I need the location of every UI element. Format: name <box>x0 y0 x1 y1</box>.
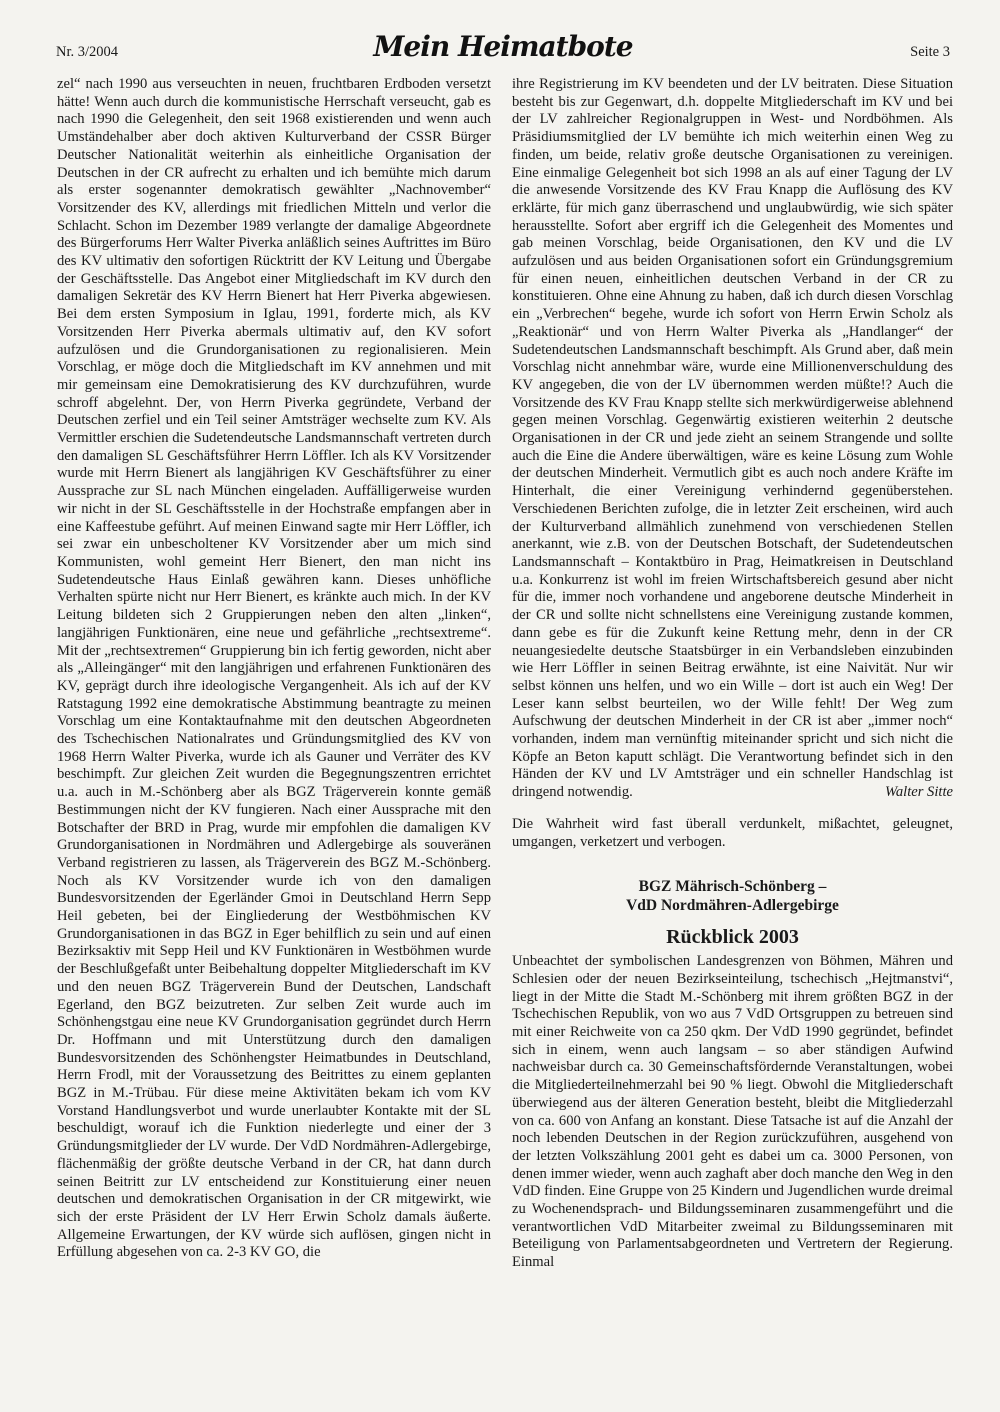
closing-quote: Die Wahrheit wird fast überall verdunkelt, mißachtet, geleugnet, umgangen, verketzert und verbogen. <box>512 815 953 850</box>
left-column <box>57 76 491 1262</box>
right-column <box>512 76 953 1272</box>
section-heading-line2: VdD Nordmähren-Adlergebirge <box>626 897 839 915</box>
article-body-right-text: ihre Registrierung im KV beendeten und der LV beitraten. Diese Situation besteht bis zur Gegenwart, d.h. doppelte Mitgliederschaft im KV und bei der LV zahlreicher Regionalgruppen in West- und Nordböhmen. Als Präsidiumsmitglied der LV bemühte ich mich weiterhin einen Weg zu finden, um beide, relativ große deutsche Organisationen zu vereinigen. Eine einmalige Gelegenheit bot sich 1998 an als auf einer Tagung der LV die anwesende Vorsitzende des KV Frau Knapp die Auflösung des KV erklärte, für mich ganz überraschend und unglaubwürdig, wie sich später herausstellte. Sofort aber ergriff ich die Gelegenheit des Momentes und gab meinen Vorschlag, beide Organisationen, den KV und die LV aufzulösen und aus beiden Organisationen sofort ein Gründungsgremium für einen neuen, einheitlichen deutschen Verband in der CR zu konstituieren. Ohne eine Ahnung zu haben, daß ich durch diesen Vorschlag ein „Verbrechen“ begehe, wurde ich sofort von Herrn Erwin Scholz als „Reaktionär“ und von Herrn Walter Piverka als „Handlanger“ der Sudetendeutschen Landsmannschaft beschimpft. Als Grund aber, daß mein Vorschlag nicht annehmbar wäre, wurde eine Millionenverschuldung des KV angegeben, die von der LV übernommen werden müßte!? Auch die Vorsitzende des KV Frau Knapp stellte sich merkwürdigerweise ablehnend gegen meinen Vorschlag. Gegenwärtig existieren weiterhin 2 deutsche Organisationen in der CR und jede zieht an seinem Strangende und sollte auch die Eine die Andere überwältigen, wäre es keine Lösung zum Wohle der deutschen Minderheit. Vermutlich gibt es auch noch andere Kräfte im Hinterhalt, die einer Vereinigung verhindernd gegenüberstehen. Verschiedenen Berichten zufolge, die in letzter Zeit erscheinen, wird auch der Kulturverband allmählich zunehmend von verschiedenen Stellen anerkannt, wie z.B. von der Deutschen Botschaft, der Sudetendeutschen Landsmannschaft – Kontaktbüro in Prag, Heimatkreisen in Deutschland u.a. Konkurrenz ist wohl im freien Wirtschaftsbereich gesund aber nicht für die, immer noch vorhandene und angeborene deutsche Minderheit in der CR und sollte nicht schnellstens eine Vereinigung zustande kommen, dann gebe es für die Zukunft keine Rettung mehr, denn in der CR neuangesiedelte deutsche Staatsbürger in ein Verbandsleben einzubinden wie Herr Löffler in seinen Beitrag erwähnte, ist eine Naivität. Nur wir selbst können uns helfen, und wo ein Wille – dort ist auch ein Weg! Der Leser kann selbst beurteilen, wo der Wille fehlt! Der Weg zum Aufschwung der deutschen Minderheit in der CR ist aber „immer noch“ vorhanden, indem man vernünftig miteinander spricht und sich nicht die Köpfe an Beton kaputt schlägt. Die Verantwortung befindet sich in den Händen der KV und LV Amtsträger und ein schneller Handschlag ist dringend notwendig. <box>512 76 953 801</box>
author-signature: Walter Sitte <box>885 784 953 801</box>
section-heading-line1: BGZ Mährisch-Schönberg – <box>638 878 827 896</box>
section-title: Rückblick 2003 <box>666 926 799 949</box>
page-number: Seite 3 <box>910 44 950 60</box>
newspaper-masthead: Mein Heimatbote <box>373 30 633 63</box>
issue-number: Nr. 3/2004 <box>56 44 119 60</box>
article-body-right <box>512 76 953 802</box>
article-body-left: zel“ nach 1990 aus verseuchten in neuen, fruchtbaren Erdboden versetzt hätte! Wenn auch durch die kommunistische Herrschaft verseucht, gab es nach 1990 die Gelegenheit, den seit 1968 existierenden und wenn auch Umständehalber aber doch aktiven Kulturverband der CSSR Bürger Deutscher Nationalität weiterhin als einheitliche Organisation der Deutschen in der CR aufrecht zu erhalten und ich bemühte mich darum als erster sogenannter demokratisch gewählter „Nachnovember“ Vorsitzender des KV, allerdings mit friedlichen Mitteln und verlor die Schlacht. Schon im Dezember 1989 verlangte der damalige Abgeordnete des Bürgerforums Herr Walter Piverka anläßlich seines Auftrittes im Büro des KV ultimativ den sofortigen Rücktritt der KV Leitung und Übergabe der Geschäftsstelle. Das Angebot einer Mitgliedschaft im KV durch den damaligen Sekretär des KV Herrn Bienert hat Herr Piverka abgewiesen. Bei dem ersten Symposium in Iglau, 1991, forderte mich, als KV Vorsitzenden Herr Piverka abermals ultimativ auf, den KV sofort aufzulösen und die Grundorganisationen zu regionalisieren. Mein Vorschlag, er möge doch die Mitgliedschaft im KV annehmen und mit mir gemeinsam eine Demokratisierung des KV durchzuführen, wurde schroff abgelehnt. Der, von Herrn Piverka gegründete, Verband der Deutschen zerfiel und ein Teil seiner Amtsträger wechselte zum KV. Als Vermittler erschien die Sudetendeutsche Landsmannschaft vertreten durch den damaligen SL Geschäftsführer Herrn Löffler. Ich als KV Vorsitzender wurde mit Herrn Bienert als langjährigen KV Geschäftsführer zu einer Aussprache zur SL nach München eingeladen. Auffälligerweise wurden wir nicht in der SL Geschäftsstelle in der Hochstraße empfangen aber in eine Kaffeestube geführt. Auf meinen Einwand sagte mir Herr Löffler, ich sei zwar ein unbescholtener KV Vorsitzender aber um mich sind Kommunisten, wohl gemeint Herr Bienert, den man nicht ins Sudetendeutsche Haus Einlaß gewähren kann. Dieses unhöfliche Verhalten spürte nicht nur Herr Bienert, es kränkte auch mich. In der KV Leitung bildeten sich 2 Gruppierungen neben den alten „linken“, langjährigen Funktionären, eine neue und gefährliche „rechtsextreme“. Mit der „rechtsextremen“ Gruppierung bin ich fertig geworden, nicht aber als „Alleingänger“ mit den langjährigen und erfahrenen Funktionären des KV, geprägt durch ihre ideologische Vergangenheit. Als ich auf der KV Ratstagung 1992 eine demokratische Abstimmung beantragte zu meinen Vorschlag um eine Kontaktaufnahme mit den deutschen Abgeordneten des Tschechischen Nationalrates und Gründungsmitglied des KV von 1968 Herrn Walter Piverka, wurde ich als Gauner und Verräter des KV beschimpft. Zur gleichen Zeit wurden die Begegnungszentren errichtet u.a. auch in M.-Schönberg aber als BGZ Trägerverein konnte gemäß Bestimmungen nicht der KV fungieren. Nach einer Aussprache mit den Botschafter der BRD in Prag, wurde mir empfohlen die damaligen KV Grundorganisationen in Nordmähren und Adlergebirge als souveränen Verband registrieren zu lassen, als Trägerverein des BGZ M.-Schönberg. Noch als KV Vorsitzender wurde ich von den damaligen Bundesvorsitzenden der Egerländer Gmoi in Deutschland Herrn Sepp Heil gebeten, bei der Eingliederung der Westböhmischen KV Grundorganisationen in das BGZ in Eger behilflich zu sein und auf einen Bezirksaktiv mit Sepp Heil und KV Funktionären in Westböhmen wurde der Beschlußgefaßt unter Beibehaltung doppelter Mitgliederschaft im KV und den neuen BGZ Trägerverein Bund der Deutschen, Landschaft Egerland, den BGZ beizutreten. Zur selben Zeit wurde auch im Schönhengstgau eine neue KV Grundorganisation gegründet durch Herrn Dr. Hoffmann und mit Unterstützung durch den damaligen Bundesvorsitzenden des Schönhengster Heimatbundes in Deutschland, Herrn Frodl, mit der Voraussetzung des Beitrittes zu einem geplanten BGZ in M.-Trübau. Für diese meine Aktivitäten bekam ich vom KV Vorstand Handlungsverbot und wurde unerlaubter Kontakte mit der SL beschuldigt, worauf ich die Funktion niederlegte und einer der 3 Gründungsmitglieder der LV wurde. Der VdD Nordmähren-Adlergebirge, flächenmäßig der größte deutsche Verband in der CR, hat dann durch seinen Beitritt zur LV entscheidend zur Konstituierung einer neuen deutschen und demokratischen Organisation in der CR mitgewirkt, wie sich der erste Präsident der LV Herr Erwin Scholz damals äußerte. Allgemeine Erwartungen, der KV würde sich auflösen, gingen nicht in Erfüllung abgesehen von ca. 2-3 KV GO, die <box>57 76 491 1261</box>
section-body: Unbeachtet der symbolischen Landesgrenzen von Böhmen, Mähren und Schlesien oder der neuen Bezirkseinteilung, tschechisch „Hejtmanstvi“, liegt in der Mitte die Stadt M.-Schönberg mit ihrem größten BGZ in der Tschechischen Republik, von wo aus 7 VdD Ortsgruppen zu betreuen sind mit einer Reichweite von ca 250 qkm. Der VdD 1990 gegründet, befindet sich in einem, wenn auch langsam – so aber ständigen Aufwind nachweisbar durch ca. 30 Gemeinschaftsfördernde Veranstaltungen, wobei die Mitgliederteilnehmerzahl bei 90 % liegt. Obwohl die Mitgliederschaft überwiegend aus der älteren Generation besteht, bleibt die Mitgliederzahl von ca. 600 von Anfang an konstant. Diese Tatsache ist auf die Anzahl der noch lebenden Deutschen in der Region zurückzuführen, ausgehend von der letzten Volkszählung 2001 geht es dabei um ca. 3000 Personen, von denen immer wieder, wenn auch zaghaft aber doch manche den Weg in den VdD finden. Eine Gruppe von 25 Kindern und Jugendlichen wurde dreimal zu Wochenendsprach- und Bildungsseminaren zusammengeführt und die verantwortlichen VdD Mitarbeiter zweimal zu Bildungsseminaren mit Beteiligung von Parlamentsabgeordneten und Vertretern der Regierung. Einmal <box>512 953 953 1271</box>
page-header <box>56 22 950 62</box>
section-heading <box>512 877 953 915</box>
